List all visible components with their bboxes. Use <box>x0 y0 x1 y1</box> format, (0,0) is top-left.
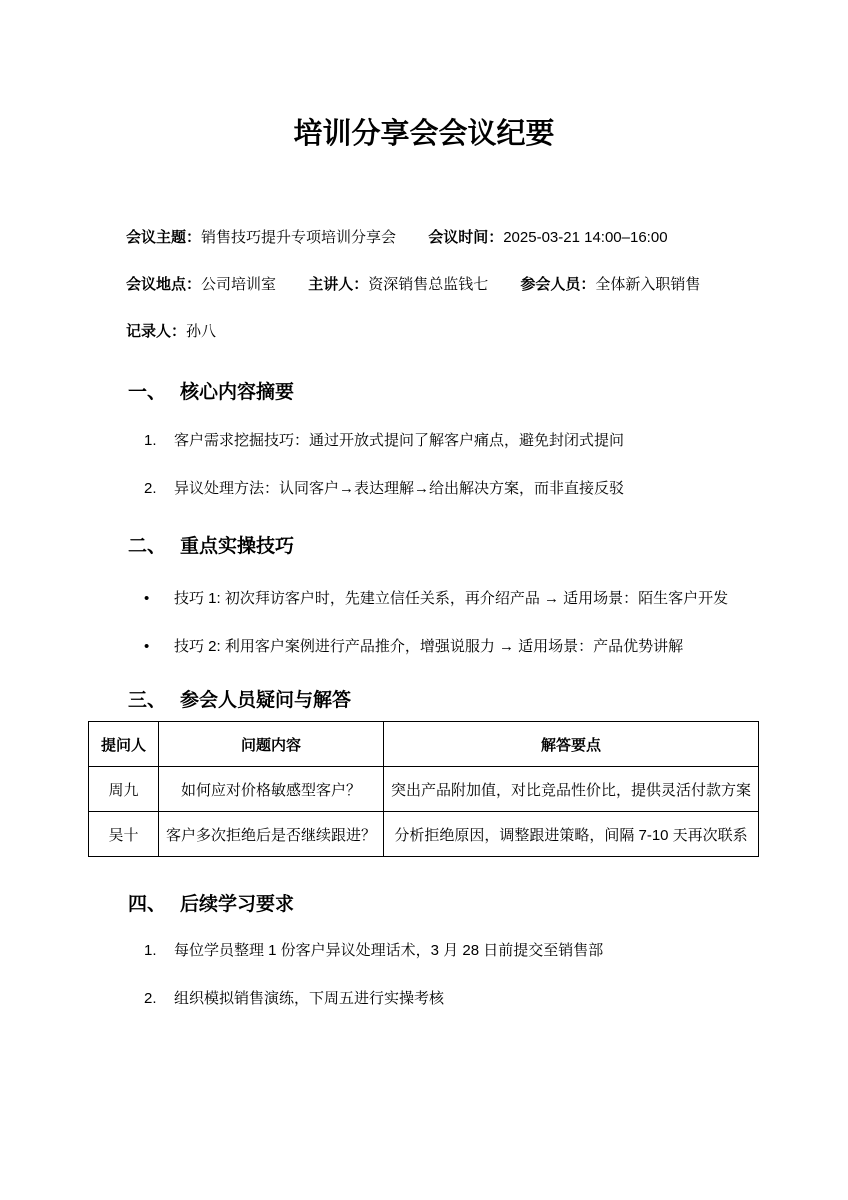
list-text: 组织模拟销售演练，下周五进行实操考核 <box>174 990 445 1007</box>
section-number: 三、 <box>128 690 167 711</box>
followup-list <box>88 927 760 1023</box>
meta-value: 全体新入职销售 <box>595 276 701 293</box>
meta-value: 资深销售总监钱七 <box>368 276 489 293</box>
meta-row <box>126 261 760 308</box>
section-title: 重点实操技巧 <box>180 536 295 557</box>
table-cell-question: 客户多次拒绝后是否继续跟进？ <box>159 812 384 857</box>
meta-pair-location <box>126 261 276 308</box>
bullet-icon: • <box>144 638 150 655</box>
list-item <box>144 927 760 975</box>
document-title: 培训分享会会议纪要 <box>293 118 555 150</box>
section-heading-skills <box>128 533 760 561</box>
list-marker: 1. <box>144 942 157 959</box>
table-cell-answer: 突出产品附加值，对比竞品性价比，提供灵活付款方案 <box>384 767 759 812</box>
skills-list <box>88 575 760 671</box>
meta-value: 孙八 <box>186 323 217 340</box>
section-title: 核心内容摘要 <box>180 382 295 403</box>
meta-value: 2025-03-21 14:00–16:00 <box>503 229 668 246</box>
section-heading-followup <box>128 891 760 919</box>
table-row <box>89 767 759 812</box>
table-header-row <box>89 722 759 767</box>
table-cell-asker: 吴十 <box>89 812 159 857</box>
list-text: 异议处理方法：认同客户→表达理解→给出解决方案，而非直接反驳 <box>174 480 625 497</box>
meta-row <box>126 308 760 355</box>
list-item <box>144 623 760 671</box>
list-marker: 2. <box>144 990 157 1007</box>
table-header-answer: 解答要点 <box>384 722 759 767</box>
list-item <box>144 975 760 1023</box>
list-text: 技巧 1: 初次拜访客户时，先建立信任关系，再介绍产品 → 适用场景：陌生客户开发 <box>174 590 729 607</box>
meta-label: 会议主题： <box>126 229 202 246</box>
table-row <box>89 812 759 857</box>
meta-pair-topic <box>126 214 396 261</box>
table-header-question: 问题内容 <box>159 722 384 767</box>
meta-label: 记录人： <box>126 323 187 340</box>
list-item <box>144 417 760 465</box>
section-title: 参会人员疑问与解答 <box>180 690 352 711</box>
table-cell-question: 如何应对价格敏感型客户？ <box>159 767 384 812</box>
qa-table <box>88 721 759 857</box>
list-marker: 2. <box>144 480 157 497</box>
list-text: 每位学员整理 1 份客户异议处理话术，3 月 28 日前提交至销售部 <box>174 942 604 959</box>
meta-row <box>126 214 760 261</box>
list-text: 客户需求挖掘技巧：通过开放式提问了解客户痛点，避免封闭式提问 <box>174 432 625 449</box>
meta-label: 参会人员： <box>520 276 596 293</box>
bullet-icon: • <box>144 590 150 607</box>
meta-label: 会议地点： <box>126 276 202 293</box>
meta-pair-attendees <box>520 261 700 308</box>
section-heading-summary <box>128 379 760 407</box>
table-cell-answer: 分析拒绝原因，调整跟进策略，间隔 7-10 天再次联系 <box>384 812 759 857</box>
meta-pair-recorder <box>126 308 216 355</box>
meta-value: 销售技巧提升专项培训分享会 <box>201 229 397 246</box>
meta-pair-speaker <box>308 261 488 308</box>
list-marker: 1. <box>144 432 157 449</box>
meta-label: 主讲人： <box>308 276 369 293</box>
section-number: 四、 <box>128 894 167 915</box>
list-item <box>144 465 760 513</box>
section-number: 二、 <box>128 536 167 557</box>
meta-pair-time <box>428 214 667 261</box>
table-cell-asker: 周九 <box>89 767 159 812</box>
section-heading-qa <box>128 687 760 715</box>
meta-value: 公司培训室 <box>201 276 277 293</box>
table-header-asker: 提问人 <box>89 722 159 767</box>
meeting-meta <box>126 214 760 355</box>
section-title: 后续学习要求 <box>180 894 295 915</box>
meta-label: 会议时间： <box>428 229 504 246</box>
section-number: 一、 <box>128 382 167 403</box>
list-text: 技巧 2: 利用客户案例进行产品推介，增强说服力 → 适用场景：产品优势讲解 <box>174 638 684 655</box>
summary-list <box>88 417 760 513</box>
list-item <box>144 575 760 623</box>
